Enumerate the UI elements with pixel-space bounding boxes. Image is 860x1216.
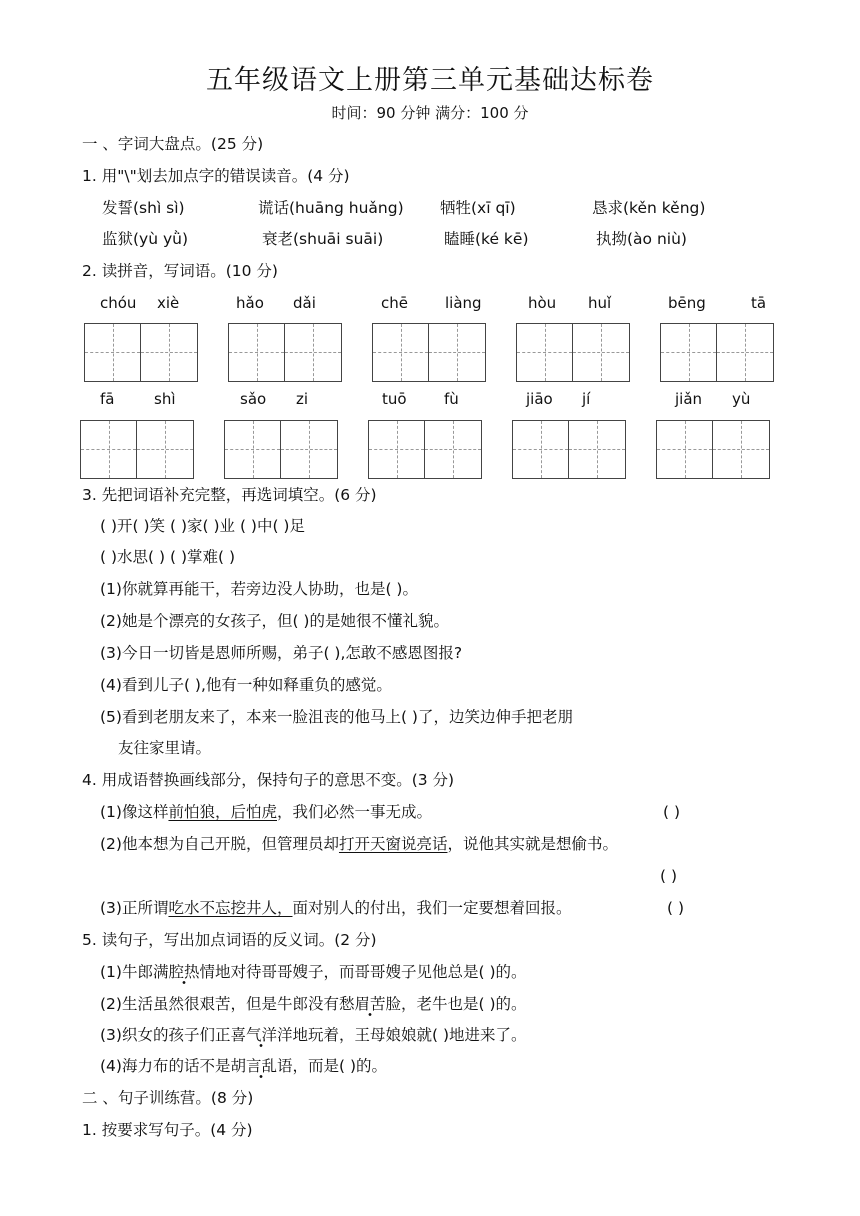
underlined-phrase: 前怕狼，后怕虎 xyxy=(168,803,277,821)
pinyin: fù xyxy=(444,390,459,408)
fill-sentence[interactable]: (2)她是个漂亮的女孩子，但( )的是她很不懂礼貌。 xyxy=(100,612,449,630)
q2-title: 2. 读拼音，写词语。(10 分) xyxy=(82,262,278,280)
fill-sentence[interactable]: (5)看到老朋友来了，本来一脸沮丧的他马上( )了，边笑边伸手把老朋 xyxy=(100,708,573,726)
dotted-word: 满腔热情 xyxy=(153,963,215,985)
fill-sentence[interactable]: (1)你就算再能干，若旁边没人协助，也是( )。 xyxy=(100,580,418,598)
antonym-sentence[interactable]: (2)生活虽然很艰苦，但是牛郎没有愁眉苦脸，老牛也是( )的。 xyxy=(100,994,527,1014)
q6-title: 1. 按要求写句子。(4 分) xyxy=(82,1121,253,1139)
pinyin: tuō xyxy=(382,390,407,408)
q1-item: 发誓(shì sì) xyxy=(102,199,185,217)
answer-blank[interactable]: ( ) xyxy=(667,899,685,917)
idiom-blanks[interactable]: ( )开( )笑 ( )家( )业 ( )中( )足 xyxy=(100,517,305,535)
page-title: 五年级语文上册第三单元基础达标卷 xyxy=(206,65,654,96)
pinyin: bēng xyxy=(668,294,706,312)
pinyin: jiǎn xyxy=(675,390,703,408)
antonym-sentence[interactable]: (1)牛郎满腔热情地对待哥哥嫂子，而哥哥嫂子见他总是( )的。 xyxy=(100,962,527,982)
fill-sentence[interactable]: (4)看到儿子( ),他有一种如释重负的感觉。 xyxy=(100,676,392,694)
pinyin: hòu xyxy=(528,294,557,312)
pinyin: dǎi xyxy=(293,294,316,312)
pinyin: huǐ xyxy=(588,294,612,312)
pinyin: shì xyxy=(154,390,176,408)
dotted-word: 愁眉苦脸 xyxy=(339,995,401,1017)
pinyin: fā xyxy=(100,390,115,408)
q4-title: 4. 用成语替换画线部分，保持句子的意思不变。(3 分) xyxy=(82,771,455,789)
q1-item: 谎话(huāng huǎng) xyxy=(258,199,404,217)
q1-item: 监狱(yù yǜ) xyxy=(102,230,189,248)
pinyin: jí xyxy=(582,390,591,408)
pinyin: zi xyxy=(296,390,309,408)
q1-item: 瞌睡(ké kē) xyxy=(444,230,529,248)
q3-title: 3. 先把词语补充完整，再选词填空。(6 分) xyxy=(82,486,377,504)
answer-blank[interactable]: ( ) xyxy=(663,803,681,821)
q5-title: 5. 读句子，写出加点词语的反义词。(2 分) xyxy=(82,931,377,949)
pinyin: chóu xyxy=(100,294,137,312)
q1-item: 执拗(ào niù) xyxy=(596,230,687,248)
underlined-phrase: 打开天窗说亮话 xyxy=(338,835,448,853)
q1-item: 牺牲(xī qī) xyxy=(440,199,516,217)
dotted-word: 喜气洋洋 xyxy=(230,1026,292,1048)
pinyin: yù xyxy=(732,390,751,408)
answer-blank[interactable]: ( ) xyxy=(660,867,678,885)
q1-title: 1. 用"\"划去加点字的错误读音。(4 分) xyxy=(82,167,350,185)
section-two-heading: 二 、句子训练营。(8 分) xyxy=(82,1089,254,1107)
pinyin: jiāo xyxy=(526,390,553,408)
pinyin: sǎo xyxy=(240,390,267,408)
pinyin: liàng xyxy=(445,294,482,312)
underlined-phrase: 吃水不忘挖井人， xyxy=(168,899,293,917)
pinyin: hǎo xyxy=(236,294,264,312)
antonym-sentence[interactable]: (3)织女的孩子们正喜气洋洋地玩着，王母娘娘就( )地进来了。 xyxy=(100,1025,527,1045)
fill-sentence-continued: 友往家里请。 xyxy=(118,739,212,757)
idiom-blanks[interactable]: ( )水思( ) ( )掌难( ) xyxy=(100,548,236,566)
exam-info: 时间：90 分钟 满分：100 分 xyxy=(331,104,529,122)
pinyin: xiè xyxy=(157,294,180,312)
pinyin: chē xyxy=(381,294,408,312)
antonym-sentence[interactable]: (4)海力布的话不是胡言乱语，而是( )的。 xyxy=(100,1056,387,1076)
q1-item: 恳求(kěn kěng) xyxy=(592,199,706,217)
section-one-heading: 一 、字词大盘点。(25 分) xyxy=(82,135,264,153)
pinyin: tā xyxy=(751,294,767,312)
dotted-word: 胡言乱语 xyxy=(230,1057,292,1079)
q1-item: 衰老(shuāi suāi) xyxy=(262,230,384,248)
replace-sentence: (2)他本想为自己开脱，但管理员却打开天窗说亮话，说他其实就是想偷书。 xyxy=(100,835,618,853)
fill-sentence[interactable]: (3)今日一切皆是恩师所赐，弟子( ),怎敢不感恩图报? xyxy=(100,644,463,662)
replace-sentence: (1)像这样前怕狼，后怕虎，我们必然一事无成。 xyxy=(100,803,432,821)
replace-sentence: (3)正所谓吃水不忘挖井人，面对别人的付出，我们一定要想着回报。 xyxy=(100,899,572,917)
